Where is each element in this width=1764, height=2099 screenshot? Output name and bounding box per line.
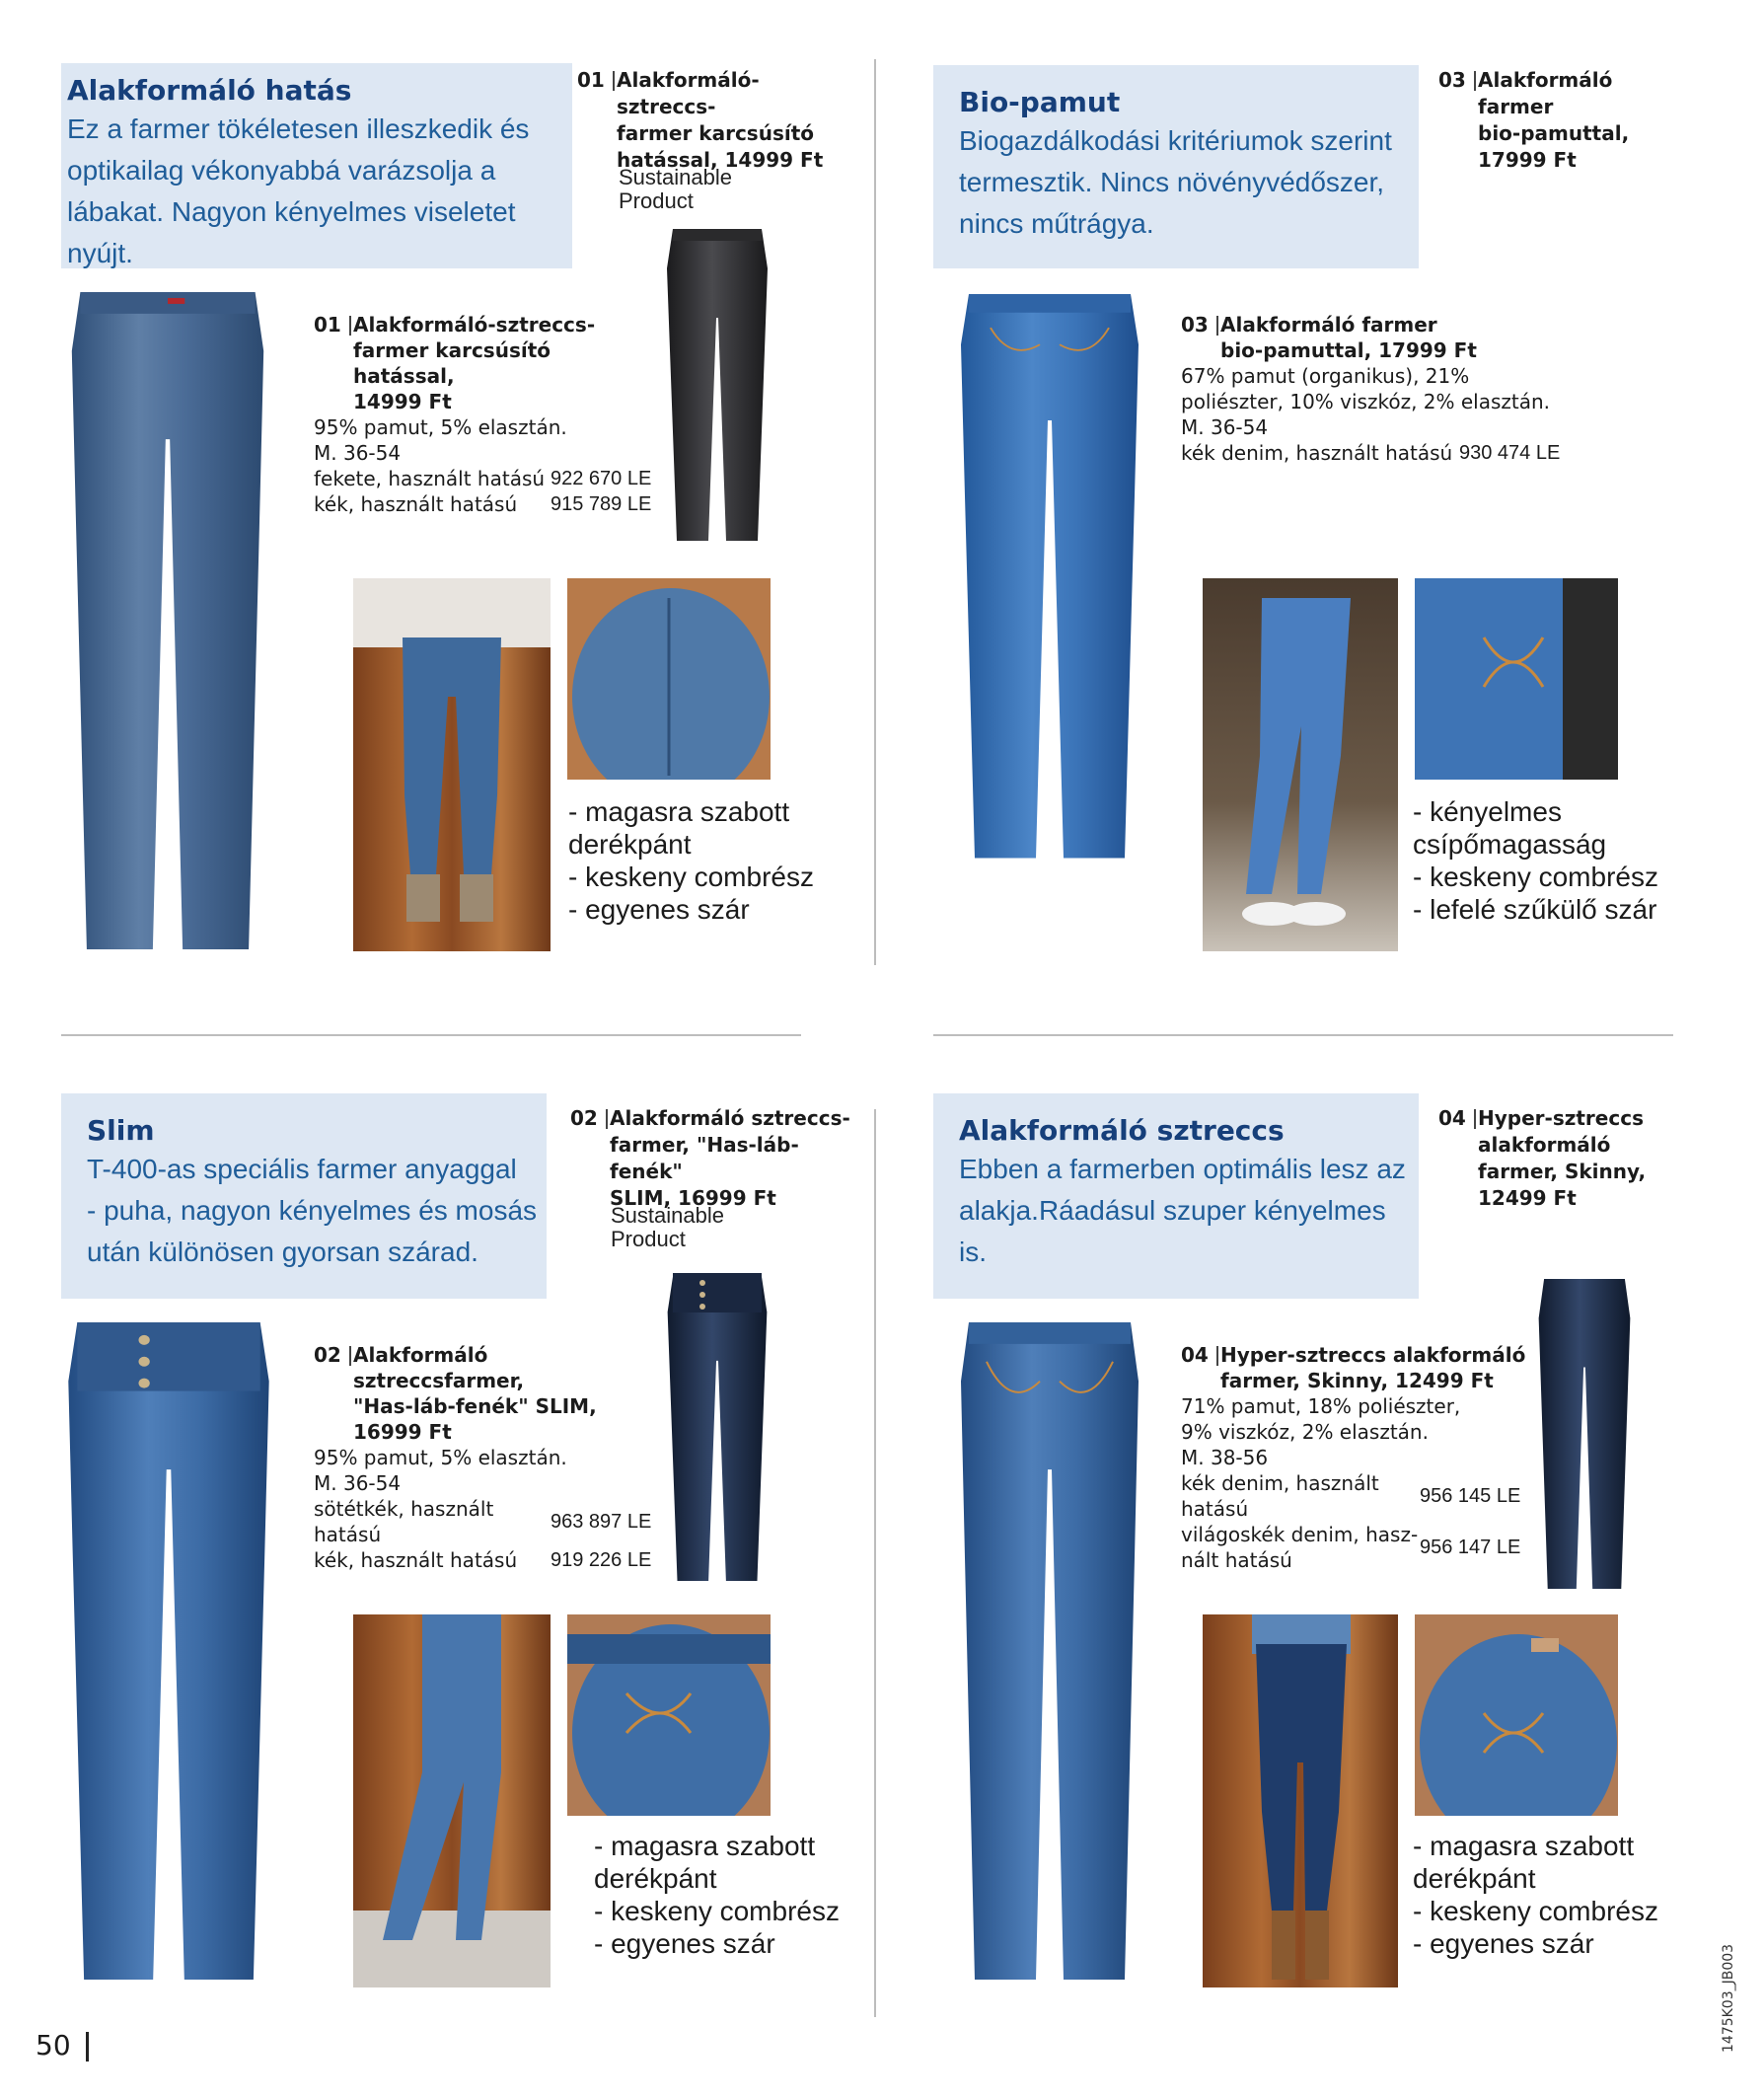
article-code: 963 897 LE xyxy=(551,1511,652,1533)
model-photo-01 xyxy=(353,578,551,951)
jeans-04-blue-image xyxy=(951,1322,1148,1989)
row-divider-left xyxy=(61,1034,801,1036)
variant-row: fekete, használt hatású 922 670 LE xyxy=(314,467,652,490)
variant-row: kék, használt hatású 915 789 LE xyxy=(314,492,652,516)
sustainable-product-label-02: Sustainable Product xyxy=(611,1203,724,1251)
model-photo-03 xyxy=(1203,578,1398,951)
article-code: 956 147 LE xyxy=(1420,1537,1521,1558)
variant-row: kék denim, használt hatású 956 145 LE xyxy=(1181,1471,1521,1521)
detail-photo-01 xyxy=(567,578,771,780)
detail-photo-03 xyxy=(1415,578,1618,780)
catalog-code: 1475K03_JB003 xyxy=(1721,1943,1736,2053)
variant-row: kék denim, használt hatású 930 474 LE xyxy=(1181,441,1561,465)
section-2-title: Bio-pamut xyxy=(959,86,1121,118)
product-04-specs: 04 Hyper-sztreccs alakformáló farmer, Skinny, 12499 Ft 71% pamut, 18% poliészter, 9% viszkóz, 2% elasztán. M. 38-56 kék denim, használt hatású 956 145 LE világoskék denim, hasz- nált hatású 956 147 LE xyxy=(1181,1342,1556,1573)
variant-row: világoskék denim, hasz- nált hatású 956 147 LE xyxy=(1181,1523,1521,1572)
section-3-title: Slim xyxy=(87,1114,155,1147)
article-code: 922 670 LE xyxy=(551,468,652,489)
product-03-reference: 03 Alakformáló farmer bio-pamuttal, 17999 Ft xyxy=(1438,68,1630,172)
article-code: 930 474 LE xyxy=(1459,442,1561,464)
product-03-features: - kényelmes csípőmagasság - keskeny combrész - lefelé szűkülő szár xyxy=(1413,796,1658,925)
jeans-02-blue-image xyxy=(57,1322,280,1989)
variant-row: kék, használt hatású 919 226 LE xyxy=(314,1548,652,1572)
product-01-specs: 01 Alakformáló-sztreccs- farmer karcsúsító hatással, 14999 Ft 95% pamut, 5% elasztán. M. 36-54 fekete, használt hatású 922 670 LE kék, használt hatású 915 789 LE xyxy=(314,312,654,517)
sustainable-product-label-01: Sustainable Product xyxy=(619,165,732,213)
jeans-03-image xyxy=(951,294,1148,866)
section-4-intro-box xyxy=(933,1093,1419,1299)
model-photo-04 xyxy=(1203,1614,1398,1987)
product-02-specs: 02 Alakformáló sztreccsfarmer, "Has-láb-fenék" SLIM, 16999 Ft 95% pamut, 5% elasztán. M. 36-54 sötétkék, használt hatású 963 897 LE kék, használt hatású 919 226 LE xyxy=(314,1342,654,1573)
column-divider-top xyxy=(874,59,876,965)
product-02-reference: 02 Alakformáló sztreccs- farmer, "Has-láb-fenék" SLIM, 16999 Ft xyxy=(570,1106,850,1210)
variant-row: sötétkék, használt hatású 963 897 LE xyxy=(314,1497,652,1546)
section-3-description: T-400-as speciális farmer anyaggal - puha, nagyon kényelmes és mosás után különösen gyorsan szárad. xyxy=(87,1154,538,1267)
page-number: 50 xyxy=(36,2029,89,2062)
section-2-description: Biogazdálkodási kritériumok szerint termesztik. Nincs növényvédőszer, nincs műtrágya. xyxy=(959,125,1392,239)
jeans-02-navy-image xyxy=(663,1273,772,1585)
jeans-01-black-image xyxy=(663,229,772,545)
section-4-description: Ebben a farmerben optimális lesz az alakja.Ráadásul szuper kényelmes is. xyxy=(959,1154,1406,1267)
product-01-reference: 01 Alakformáló-sztreccs- farmer karcsúsító hatással, 14999 Ft xyxy=(577,68,824,172)
product-02-features: - magasra szabott derékpánt - keskeny combrész - egyenes szár xyxy=(594,1831,840,1959)
section-2-intro-box xyxy=(933,65,1419,268)
detail-photo-04 xyxy=(1415,1614,1618,1816)
section-1-title: Alakformáló hatás xyxy=(67,74,352,107)
product-03-specs: 03 Alakformáló farmer bio-pamuttal, 17999 Ft 67% pamut (organikus), 21% poliészter, 10% viszkóz, 2% elasztán. M. 36-54 kék denim, használt hatású 930 474 LE xyxy=(1181,312,1595,466)
detail-photo-02 xyxy=(567,1614,771,1816)
section-4-title: Alakformáló sztreccs xyxy=(959,1114,1285,1147)
article-code: 919 226 LE xyxy=(551,1549,652,1571)
article-code: 956 145 LE xyxy=(1420,1485,1521,1507)
row-divider-right xyxy=(933,1034,1673,1036)
column-divider-bottom xyxy=(874,1109,876,2017)
product-04-reference: 04 Hyper-sztreccs alakformáló farmer, Skinny, 12499 Ft xyxy=(1438,1106,1647,1210)
section-1-description: Ez a farmer tökéletesen illeszkedik és optikailag vékonyabbá varázsolja a lábakat. Nagyon kényelmes viseletet nyújt. xyxy=(67,113,530,268)
jeans-01-blue-image xyxy=(61,292,274,959)
product-01-features: - magasra szabott derékpánt - keskeny combrész - egyenes szár xyxy=(568,796,814,925)
section-3-intro-box xyxy=(61,1093,547,1299)
section-1-intro-box xyxy=(61,63,572,268)
product-04-features: - magasra szabott derékpánt - keskeny combrész - egyenes szár xyxy=(1413,1831,1658,1959)
model-photo-02 xyxy=(353,1614,551,1987)
article-code: 915 789 LE xyxy=(551,493,652,515)
